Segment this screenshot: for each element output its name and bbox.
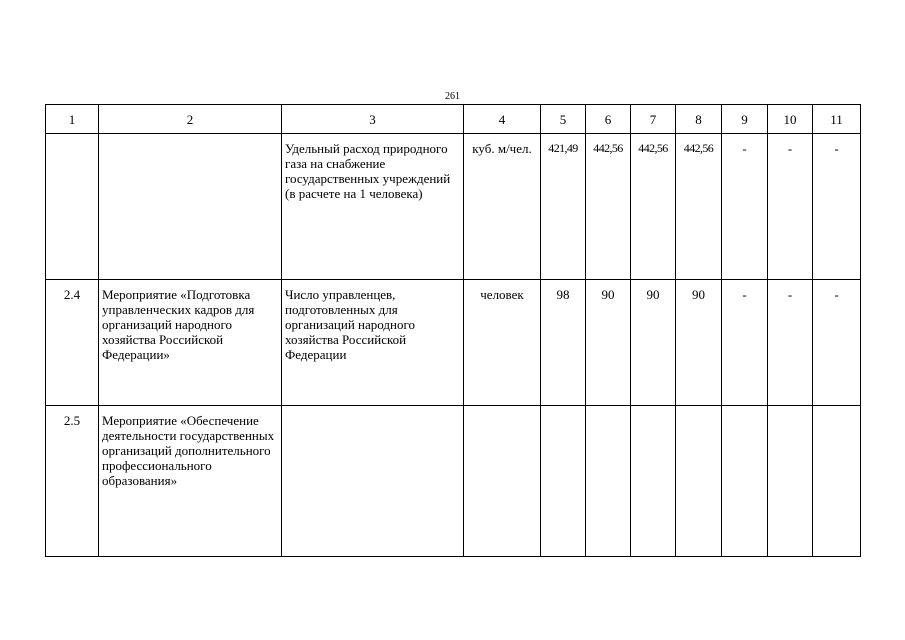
page-number: 261	[445, 91, 460, 102]
column-header: 3	[282, 105, 464, 134]
column-header: 9	[722, 105, 768, 134]
table-row	[46, 406, 861, 557]
column-header: 11	[813, 105, 861, 134]
table-header-row	[46, 105, 861, 134]
row-number-cell	[46, 134, 99, 280]
row-number-cell: 2.4	[46, 280, 99, 406]
value-cell	[813, 406, 861, 557]
activity-cell: Мероприятие «Подготовка управленческих кадров для организаций народного хозяйства Российской Федерации»	[99, 280, 282, 406]
value-cell	[676, 406, 722, 557]
table-row	[46, 134, 861, 280]
value-cell	[586, 406, 631, 557]
column-header: 7	[631, 105, 676, 134]
column-header: 10	[768, 105, 813, 134]
column-header: 6	[586, 105, 631, 134]
column-header: 4	[464, 105, 541, 134]
table-row	[46, 280, 861, 406]
value-cell: 442,56	[676, 134, 722, 280]
column-header: 8	[676, 105, 722, 134]
value-cell	[722, 406, 768, 557]
column-header: 2	[99, 105, 282, 134]
value-cell: 421,49	[541, 134, 586, 280]
unit-cell	[464, 406, 541, 557]
indicators-table	[45, 104, 861, 557]
row-number-cell: 2.5	[46, 406, 99, 557]
value-cell: 442,56	[631, 134, 676, 280]
value-cell: -	[813, 280, 861, 406]
value-cell: 442,56	[586, 134, 631, 280]
value-cell: -	[768, 134, 813, 280]
value-cell: -	[722, 134, 768, 280]
indicator-cell: Удельный расход природного газа на снабжение государственных учреждений (в расчете на 1 человека)	[282, 134, 464, 280]
indicator-cell	[282, 406, 464, 557]
indicator-cell: Число управленцев, подготовленных для организаций народного хозяйства Российской Федерации	[282, 280, 464, 406]
column-header: 5	[541, 105, 586, 134]
value-cell: 98	[541, 280, 586, 406]
value-cell: 90	[586, 280, 631, 406]
value-cell	[768, 406, 813, 557]
value-cell: -	[722, 280, 768, 406]
value-cell	[631, 406, 676, 557]
value-cell: 90	[676, 280, 722, 406]
value-cell	[541, 406, 586, 557]
activity-cell	[99, 134, 282, 280]
value-cell: -	[813, 134, 861, 280]
unit-cell: куб. м/чел.	[464, 134, 541, 280]
value-cell: -	[768, 280, 813, 406]
column-header: 1	[46, 105, 99, 134]
value-cell: 90	[631, 280, 676, 406]
unit-cell: человек	[464, 280, 541, 406]
activity-cell: Мероприятие «Обеспечение деятельности государственных организаций дополнительного профессионального образования»	[99, 406, 282, 557]
